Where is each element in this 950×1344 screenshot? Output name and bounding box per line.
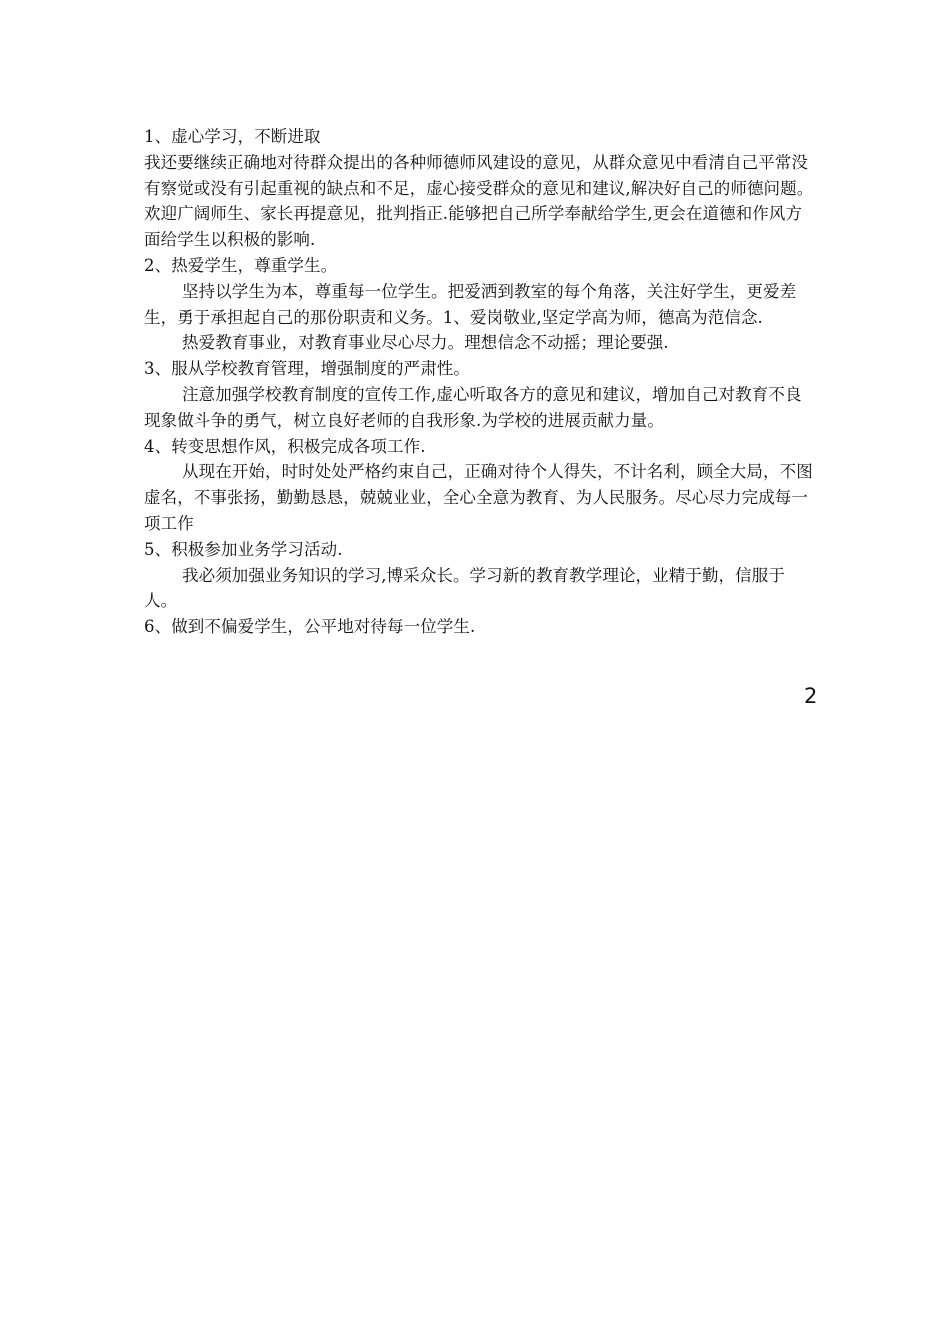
- section-heading-5: 5、积极参加业务学习活动.: [144, 539, 343, 559]
- paragraph-1: 我还要继续正确地对待群众提出的各种师德师风建设的意见，从群众意见中看清自己平常没有察觉或没有引起重视的缺点和不足，虚心接受群众的意见和建议,解决好自己的师德问题。欢迎广阔师生、家长再提意见，批判指正.能够把自己所学奉献给学生,更会在道德和作风方面给学生以积极的影响.: [144, 152, 814, 250]
- paragraph-4: 注意加强学校教育制度的宣传工作,虚心听取各方的意见和建议，增加自己对教育不良现象做斗争的勇气，树立良好老师的自我形象.为学校的进展贡献力量。: [144, 384, 802, 430]
- paragraph-2: 坚持以学生为本，尊重每一位学生。把爱洒到教室的每个角落，关注好学生，更爱差生，勇于承担起自己的那份职责和义务。1、爱岗敬业,坚定学高为师，德高为范信念.: [144, 281, 797, 327]
- document-body: [144, 124, 814, 640]
- section-heading-1: 1、虚心学习，不断进取: [144, 127, 321, 146]
- section-heading-4: 4、转变思想作风，积极完成各项工作.: [144, 436, 426, 456]
- section-heading-2: 2、热爱学生，尊重学生。: [144, 255, 338, 275]
- section-heading-6: 6、做到不偏爱学生，公平地对待每一位学生.: [144, 617, 476, 637]
- page-number: 2: [804, 684, 818, 708]
- paragraph-6: 我必须加强业务知识的学习,博采众长。学习新的教育教学理论，业精于勤，信服于人。: [144, 565, 785, 611]
- section-heading-3: 3、服从学校教育管理，增强制度的严肃性。: [144, 359, 470, 379]
- paragraph-5: 从现在开始，时时处处严格约束自己，正确对待个人得失，不计名利，顾全大局，不图虚名，不事张扬，勤勤恳恳，兢兢业业，全心全意为教育、为人民服务。尽心尽力完成每一项工作: [144, 462, 813, 533]
- paragraph-3: 热爱教育事业，对教育事业尽心尽力。理想信念不动摇；理论要强.: [182, 333, 669, 353]
